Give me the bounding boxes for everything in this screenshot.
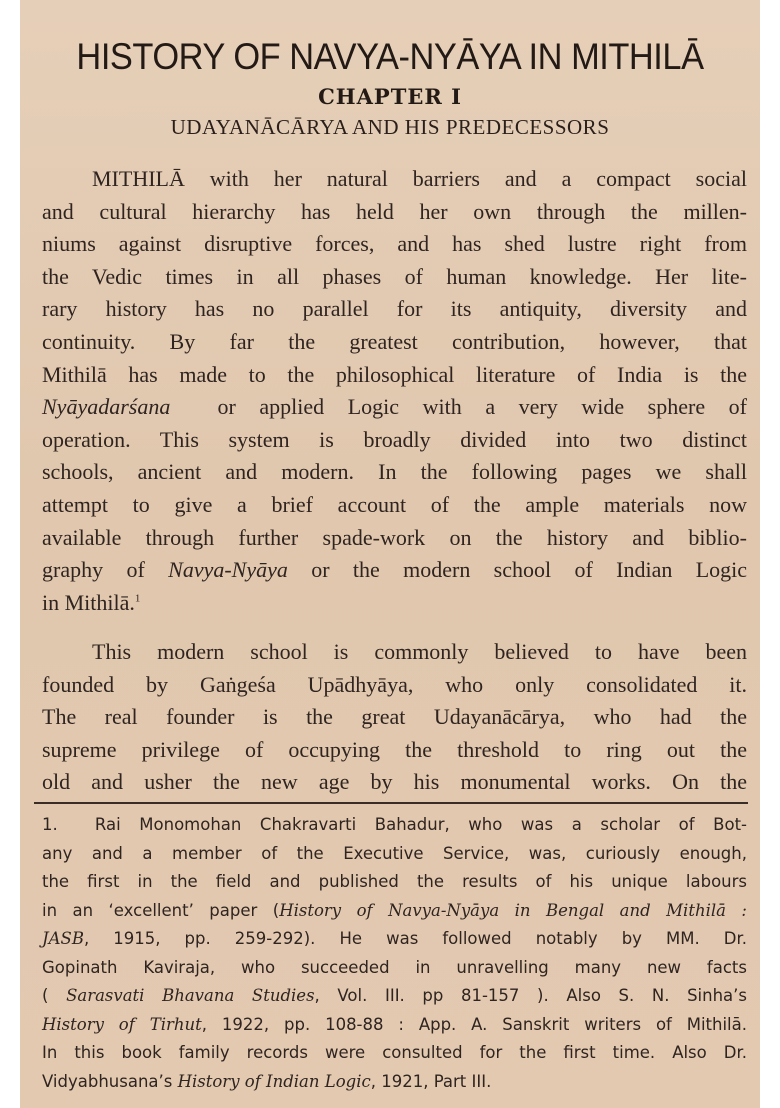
text-line: [42, 811, 747, 840]
text-line: attempt to give a brief account of the ample materials now: [42, 491, 747, 517]
text-line: any and a member of the Executive Service, was, curiously enough,: [42, 843, 747, 863]
chapter-title: UDAYANĀCĀRYA AND HIS PREDECESSORS: [170, 115, 610, 139]
paragraph-1: [42, 163, 747, 619]
text-line: [42, 1068, 747, 1097]
text-line: [42, 391, 747, 424]
text-line: operation. This system is broadly divided into two distinct: [42, 426, 747, 452]
text-line: old and usher the new age by his monumental works. On the: [42, 769, 747, 795]
footnote-reference[interactable]: 1: [134, 592, 141, 605]
footnote-number: 1.: [42, 815, 58, 834]
text-line: [42, 925, 747, 954]
italic-title: JASB: [42, 929, 84, 948]
text-line: founded by Gaṅgeśa Upādhyāya, who only consolidated it.: [42, 671, 747, 697]
text-line: Gopinath Kaviraja, who succeeded in unravelling many new facts: [42, 957, 747, 977]
italic-term: Nyāyadarśana: [42, 394, 171, 420]
text-line: schools, ancient and modern. In the following pages we shall: [42, 459, 747, 485]
text-line: the first in the field and published the results of his unique labours: [42, 872, 747, 891]
text-fragment: in Mithilā.: [42, 589, 135, 615]
text-fragment: graphy of: [42, 557, 145, 583]
text-line: and cultural hierarchy has held her own through the millen-: [42, 198, 747, 224]
text-line: available through further spade-work on the history and biblio-: [42, 524, 747, 550]
footnote-1: [42, 811, 747, 1096]
paragraph-2: [42, 636, 747, 799]
text-line: In this book family records were consulted for the first time. Also Dr.: [42, 1043, 747, 1062]
text-line: Mithilā has made to the philosophical literature of India is the: [42, 361, 747, 387]
text-fragment: , Vol. III. pp 81-157 ). Also S. N. Sinha’s: [314, 986, 747, 1005]
text-fragment: Rai Monomohan Chakravarti Bahadur, who was a scholar of Bot-: [94, 815, 747, 834]
text-line: MITHILĀ with her natural barriers and a compact social: [92, 166, 747, 191]
text-line: rary history has no parallel for its antiquity, diversity and: [42, 296, 747, 322]
text-fragment: or applied Logic with a very wide sphere of: [217, 394, 748, 420]
italic-title: History of Navya-Nyāya in Bengal and Mithilā :: [279, 900, 747, 920]
text-fragment: , 1915, pp. 259-292). He was followed notably by MM. Dr.: [83, 929, 747, 948]
text-line: supreme privilege of occupying the threshold to ring out the: [42, 736, 747, 762]
chapter-number: CHAPTER I: [318, 84, 462, 109]
text-fragment: or the modern school of Indian Logic: [311, 557, 748, 583]
text-fragment: (: [42, 986, 67, 1005]
italic-title: History of Indian Logic: [177, 1071, 371, 1091]
text-fragment: Vidyabhusana’s: [42, 1071, 178, 1091]
book-page: [20, 0, 760, 1108]
italic-title: Sarasvati Bhavana Studies: [66, 986, 315, 1005]
italic-term: Navya-Nyāya: [168, 557, 288, 583]
text-line: the Vedic times in all phases of human knowledge. Her lite-: [42, 263, 747, 289]
text-line: The real founder is the great Udayanācārya, who had the: [42, 704, 747, 730]
text-line: [42, 587, 747, 620]
text-line: continuity. By far the greatest contribution, however, that: [42, 328, 747, 354]
text-line: [42, 1011, 747, 1040]
text-line: niums against disruptive forces, and has shed lustre right from: [42, 231, 747, 257]
book-title: HISTORY OF NAVYA-NYĀYA IN MITHILĀ: [76, 36, 704, 77]
text-fragment: , 1921, Part III.: [370, 1071, 492, 1091]
footnote-divider: [34, 802, 748, 804]
text-line: [42, 897, 747, 926]
text-fragment: , 1922, pp. 108-88 : App. A. Sanskrit writers of Mithilā.: [201, 1014, 747, 1034]
text-fragment: in an ‘excellent’ paper (: [42, 900, 280, 920]
text-line: [42, 554, 747, 587]
text-line: This modern school is commonly believed to have been: [92, 639, 747, 664]
text-line: [42, 982, 747, 1011]
italic-title: History of Tirhut: [42, 1014, 202, 1034]
